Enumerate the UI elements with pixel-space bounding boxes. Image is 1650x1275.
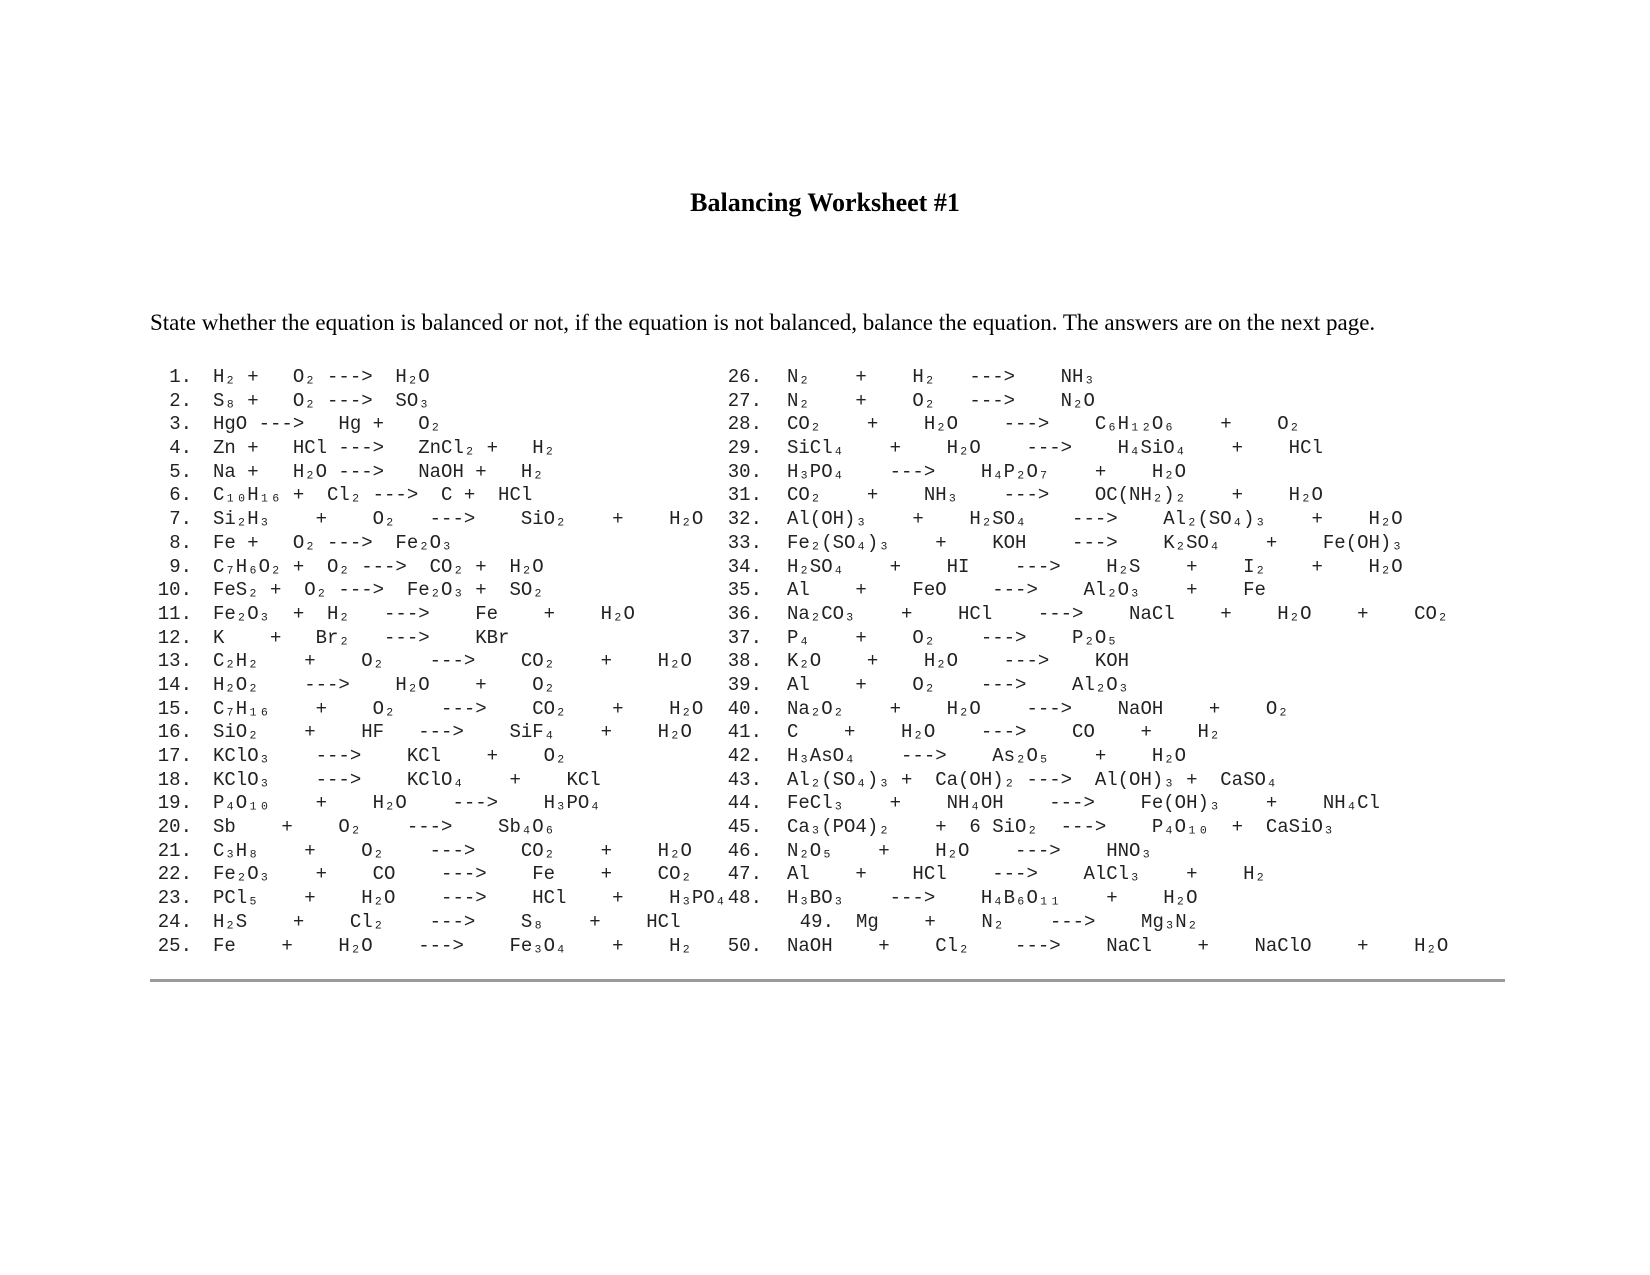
equation-formula: Ca₃(PO4)₂ + 6 SiO₂ ---> P₄O₁₀ + CaSiO₃ xyxy=(787,816,1335,839)
equation-number: 18. xyxy=(157,768,192,791)
equation-number: 29. xyxy=(727,437,762,460)
equation-formula: Na₂CO₃ + HCl ---> NaCl + H₂O + CO₂ xyxy=(787,602,1449,625)
equation-number: 37. xyxy=(727,626,762,649)
equation-number: 10. xyxy=(157,579,192,602)
equation-number: 1. xyxy=(169,366,192,388)
equation-number: 11. xyxy=(157,602,192,625)
equation-number: 50. xyxy=(727,934,762,957)
equation-formula: Na₂O₂ + H₂O ---> NaOH + O₂ xyxy=(787,697,1289,720)
equation-formula: C₇H₆O₂ + O₂ ---> CO₂ + H₂O xyxy=(213,555,544,578)
equation-formula: Al + O₂ ---> Al₂O₃ xyxy=(787,673,1130,696)
equation-number: 14. xyxy=(157,673,192,696)
equation-formula: N₂O₅ + H₂O ---> HNO₃ xyxy=(787,839,1152,862)
equation-number: 23. xyxy=(157,887,192,910)
equation-formula: H₃AsO₄ ---> As₂O₅ + H₂O xyxy=(787,745,1187,767)
equation-number: 8. xyxy=(169,531,192,554)
equation-number: 13. xyxy=(157,650,192,673)
equation-formula: CO₂ + H₂O ---> C₆H₁₂O₆ + O₂ xyxy=(787,413,1301,436)
equation-formula: Mg + N₂ ---> Mg₃N₂ xyxy=(856,910,1199,933)
equation-formula: P₄O₁₀ + H₂O ---> H₃PO₄ xyxy=(213,792,601,815)
equation-number: 19. xyxy=(157,792,192,815)
equation-number: 12. xyxy=(157,626,192,649)
worksheet-title: Balancing Worksheet #1 xyxy=(690,188,960,217)
equation-formula: Fe₂O₃ + H₂ ---> Fe + H₂O xyxy=(213,602,635,625)
equation-number: 21. xyxy=(157,839,192,862)
equation-formula: K₂O + H₂O ---> KOH xyxy=(787,650,1130,673)
equation-formula: C₇H₁₆ + O₂ ---> CO₂ + H₂O xyxy=(213,697,704,720)
equation-number: 41. xyxy=(727,721,762,744)
equation-number: 34. xyxy=(727,555,762,578)
equation-number: 38. xyxy=(727,650,762,673)
bottom-divider xyxy=(150,979,1505,982)
equation-number: 25. xyxy=(157,934,192,957)
equation-number: 49. xyxy=(799,910,834,933)
equation-formula: Sb + O₂ ---> Sb₄O₆ xyxy=(213,816,556,839)
equation-number: 4. xyxy=(169,437,192,460)
equation-number: 2. xyxy=(169,389,192,412)
equation-number: 40. xyxy=(727,697,762,720)
equation-number: 33. xyxy=(727,531,762,554)
equation-formula: SiCl₄ + H₂O ---> H₄SiO₄ + HCl xyxy=(787,437,1323,460)
equation-formula: SiO₂ + HF ---> SiF₄ + H₂O xyxy=(213,721,692,744)
equation-formula: H₂S + Cl₂ ---> S₈ + HCl xyxy=(213,910,681,933)
equation-number: 32. xyxy=(727,508,762,531)
equation-formula: H₃BO₃ ---> H₄B₆O₁₁ + H₂O xyxy=(787,887,1198,910)
equation-formula: Si₂H₃ + O₂ ---> SiO₂ + H₂O xyxy=(213,508,704,531)
equation-formula: KClO₃ ---> KClO₄ + KCl xyxy=(213,768,601,791)
equation-formula: CO₂ + NH₃ ---> OC(NH₂)₂ + H₂O xyxy=(787,484,1323,507)
equation-formula: C₃H₈ + O₂ ---> CO₂ + H₂O xyxy=(213,839,692,862)
equation-number: 43. xyxy=(727,768,762,791)
equation-number: 17. xyxy=(157,745,192,767)
equation-formula: H₂SO₄ + HI ---> H₂S + I₂ + H₂O xyxy=(787,555,1403,578)
equation-formula: H₂ + O₂ ---> H₂O xyxy=(213,366,430,388)
equation-formula: KClO₃ ---> KCl + O₂ xyxy=(213,745,567,767)
equation-number: 28. xyxy=(727,413,762,436)
equation-number: 30. xyxy=(727,460,762,483)
equation-formula: Fe₂(SO₄)₃ + KOH ---> K₂SO₄ + Fe(OH)₃ xyxy=(787,531,1403,554)
equation-formula: C₂H₂ + O₂ ---> CO₂ + H₂O xyxy=(213,650,692,673)
equation-number: 42. xyxy=(727,745,762,767)
equation-number: 44. xyxy=(727,792,762,815)
equation-number: 15. xyxy=(157,697,192,720)
equation-formula: NaOH + Cl₂ ---> NaCl + NaClO + H₂O xyxy=(787,934,1449,957)
equation-number: 31. xyxy=(727,484,762,507)
equation-number: 16. xyxy=(157,721,192,744)
equation-formula: Fe₂O₃ + CO ---> Fe + CO₂ xyxy=(213,863,692,886)
equation-formula: Fe + H₂O ---> Fe₃O₄ + H₂ xyxy=(213,934,692,957)
equation-formula: S₈ + O₂ ---> SO₃ xyxy=(213,389,430,412)
equation-formula: K + Br₂ ---> KBr xyxy=(213,626,510,649)
equation-formula: Al(OH)₃ + H₂SO₄ ---> Al₂(SO₄)₃ + H₂O xyxy=(787,508,1403,531)
equation-number: 3. xyxy=(169,413,192,436)
equation-number: 7. xyxy=(169,508,192,531)
equation-formula: N₂ + O₂ ---> N₂O xyxy=(787,389,1095,412)
equation-formula: C₁₀H₁₆ + Cl₂ ---> C + HCl xyxy=(213,484,533,507)
equation-number: 27. xyxy=(727,389,762,412)
equation-formula: FeS₂ + O₂ ---> Fe₂O₃ + SO₂ xyxy=(213,579,544,602)
equation-formula: PCl₅ + H₂O ---> HCl + H₃PO₄ xyxy=(213,887,727,910)
equation-formula: Zn + HCl ---> ZnCl₂ + H₂ xyxy=(213,437,556,460)
equation-formula: P₄ + O₂ ---> P₂O₅ xyxy=(787,626,1118,649)
equation-number: 39. xyxy=(727,673,762,696)
equation-formula: Al + HCl ---> AlCl₃ + H₂ xyxy=(787,863,1266,886)
equation-number: 45. xyxy=(727,816,762,839)
equation-formula: Fe + O₂ ---> Fe₂O₃ xyxy=(213,531,453,554)
equation-formula: HgO ---> Hg + O₂ xyxy=(213,413,442,436)
equation-formula: N₂ + H₂ ---> NH₃ xyxy=(787,366,1095,388)
equation-formula: FeCl₃ + NH₄OH ---> Fe(OH)₃ + NH₄Cl xyxy=(787,792,1380,815)
equation-number: 36. xyxy=(727,602,762,625)
equation-number: 48. xyxy=(727,887,762,910)
equation-formula: Al₂(SO₄)₃ + Ca(OH)₂ ---> Al(OH)₃ + CaSO₄ xyxy=(787,768,1278,791)
instructions-text: State whether the equation is balanced or not, if the equation is not balanced, balance the equation. The answers are on the next page. xyxy=(150,310,1376,335)
equation-number: 26. xyxy=(727,366,762,388)
equation-formula: Al + FeO ---> Al₂O₃ + Fe xyxy=(787,579,1266,602)
equation-formula: H₂O₂ ---> H₂O + O₂ xyxy=(213,673,556,696)
equation-formula: C + H₂O ---> CO + H₂ xyxy=(787,721,1221,744)
equation-formula: Na + H₂O ---> NaOH + H₂ xyxy=(213,460,544,483)
equation-number: 24. xyxy=(157,910,192,933)
equation-number: 35. xyxy=(727,579,762,602)
equation-number: 22. xyxy=(157,863,192,886)
equation-number: 20. xyxy=(157,816,192,839)
equation-number: 5. xyxy=(169,460,192,483)
equation-number: 46. xyxy=(727,839,762,862)
equation-number: 9. xyxy=(169,555,192,578)
equation-formula: H₃PO₄ ---> H₄P₂O₇ + H₂O xyxy=(787,460,1187,483)
equation-number: 47. xyxy=(727,863,762,886)
equation-number: 6. xyxy=(169,484,192,507)
